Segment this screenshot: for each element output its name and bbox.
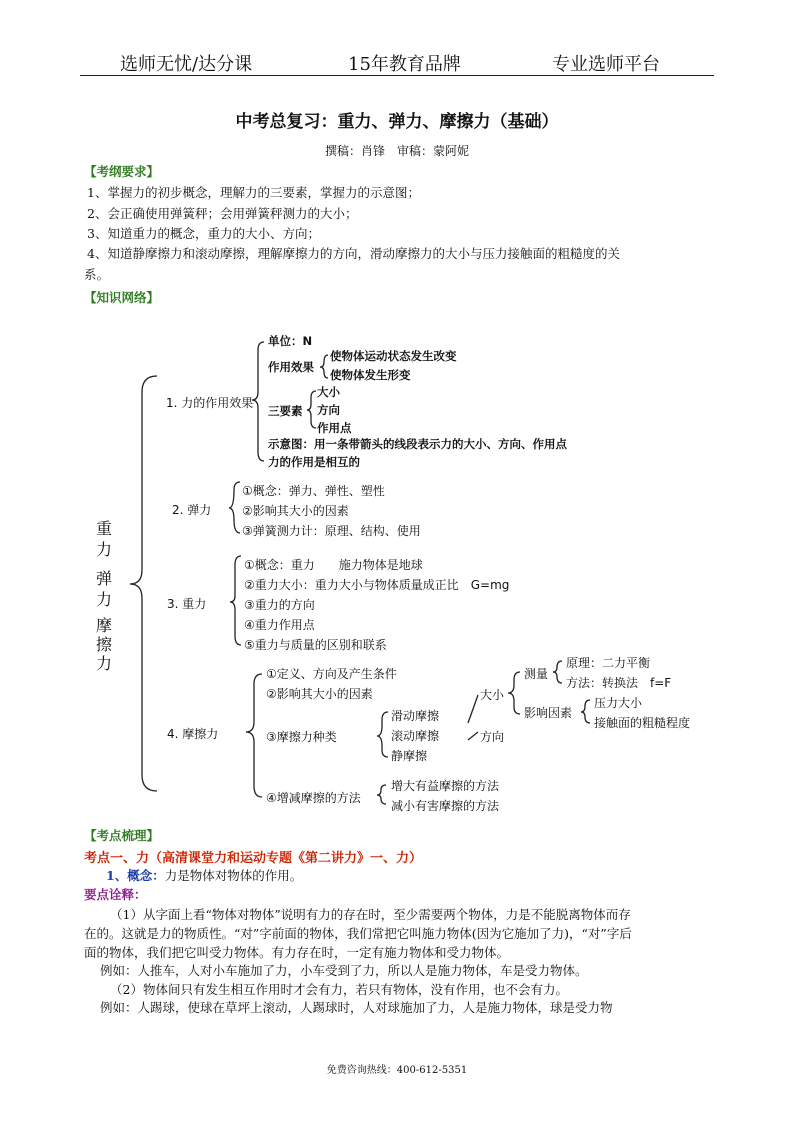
kinds-to-dir-line [468,732,478,740]
root-char-4: 力 [96,590,113,609]
document-title: 中考总复习：重力、弹力、摩擦力（基础） [235,112,559,132]
effect-brace [320,355,328,378]
root-char-6: 擦 [96,635,113,654]
gravity-item-5: ⑤重力与质量的区别和联系 [244,638,387,652]
force-unit: 单位：N [268,334,313,348]
force-effect: 作用效果 [268,360,314,374]
friction-kind-rolling: 滚动摩擦 [391,729,440,743]
measure-brace [553,661,562,683]
outline-item-4-cont: 系。 [84,267,110,282]
points-heading: 【考点梳理】 [84,828,160,843]
concept-text: 力是物体对物体的作用。 [164,868,303,883]
root-char-1: 重 [96,519,113,538]
force-effect-1: 使物体运动状态发生改变 [330,349,457,363]
elastic-item-2: ②影响其大小的因素 [242,504,349,518]
friction-label: 4. 摩擦力 [167,727,219,741]
friction-factor-pressure: 压力大小 [594,696,643,710]
footer-hotline: 免费咨询热线：400-612-5351 [326,1065,468,1076]
methods-brace [377,785,386,804]
outline-item-2: 2、会正确使用弹簧秤；会用弹簧秤测力的大小； [87,206,358,221]
network-heading: 【知识网络】 [84,290,160,305]
outline-item-3: 3、知道重力的概念，重力的大小、方向； [87,226,320,241]
outline-item-4: 4、知道静摩擦力和滚动摩擦，理解摩擦力的方向，滑动摩擦力的大小与压力接触面的粗糙度的关 [87,246,620,261]
friction-method: 方法：转换法 f=F [566,676,672,690]
friction-item-4: ④增减摩擦的方法 [266,791,361,805]
friction-factors: 影响因素 [524,706,573,720]
elastic-item-3: ③弹簧测力计：原理、结构、使用 [242,524,421,538]
note-1-line-3: 面的物体，我们把它叫受力物体。有力存在时，一定有施力物体和受力物体。 [84,945,510,960]
root-char-7: 力 [96,654,113,673]
friction-size: 大小 [480,688,505,702]
friction-decrease: 减小有害摩擦的方法 [391,799,500,813]
elastic-brace [229,482,240,533]
three-brace [307,391,316,428]
factors-brace [581,700,590,723]
force-label: 1. 力的作用效果 [166,396,254,410]
root-char-2: 力 [96,540,113,559]
gravity-item-2: ②重力大小：重力大小与物体质量成正比 G=mg [244,578,510,592]
friction-direction: 方向 [480,730,505,744]
friction-brace [246,674,262,797]
friction-principle: 原理：二力平衡 [566,656,651,670]
gravity-brace [230,556,241,645]
force-three-elements: 三要素 [268,404,303,418]
gravity-item-4: ④重力作用点 [244,618,315,632]
force-brace [252,342,264,461]
friction-increase: 增大有益摩擦的方法 [391,779,500,793]
header-right: 专业选师平台 [552,54,660,75]
note-1-line-1: （1）从字面上看“物体对物体”说明有力的存在时，至少需要两个物体，力是不能脱离物体而存 [110,907,631,922]
gravity-label: 3. 重力 [167,597,207,611]
friction-factor-roughness: 接触面的粗糙程度 [594,716,691,730]
force-mutual: 力的作用是相互的 [268,455,360,469]
outline-heading: 【考纲要求】 [84,164,160,179]
force-effect-2: 使物体发生形变 [330,368,411,382]
root-char-3: 弹 [96,569,113,588]
example-1: 例如：人推车，人对小车施加了力，小车受到了力，所以人是施力物体，车是受力物体。 [100,963,588,978]
kinds-brace [377,712,388,757]
kinds-to-size-line [468,695,478,723]
gravity-item-1: ①概念：重力 施力物体是地球 [244,558,423,572]
header-center: 15年教育品牌 [348,54,461,75]
gravity-item-3: ③重力的方向 [244,598,315,612]
concept-label: 1、概念： [106,868,165,883]
root-char-5: 摩 [96,616,113,635]
friction-item-2: ②影响其大小的因素 [266,687,373,701]
force-diagram: 示意图：用一条带箭头的线段表示力的大小、方向、作用点 [268,437,567,451]
friction-item-3: ③摩擦力种类 [266,730,337,744]
topic-heading: 考点一、力（高清课堂力和运动专题《第二讲力》一、力） [84,851,423,866]
example-2: 例如：人踢球，使球在草坪上滚动，人踢球时，人对球施加了力，人是施力物体，球是受力物 [100,1000,613,1015]
notes-label: 要点诠释： [84,887,147,902]
document-authors: 撰稿：肖锋 审稿：蒙阿妮 [324,144,469,158]
friction-kind-sliding: 滑动摩擦 [391,709,440,723]
friction-item-1: ①定义、方向及产生条件 [266,667,397,681]
friction-measure: 测量 [524,667,549,681]
note-2: （2）物体间只有发生相互作用时才会有力，若只有物体，没有作用，也不会有力。 [110,982,568,997]
elastic-label: 2. 弹力 [172,503,212,517]
root-brace [130,376,157,791]
friction-kind-static: 静摩擦 [391,749,428,763]
elastic-item-1: ①概念：弹力、弹性、塑性 [242,484,385,498]
size-brace [508,672,520,714]
force-element-size: 大小 [317,385,340,399]
header-left: 选师无忧/达分课 [120,54,253,75]
outline-item-1: 1、掌握力的初步概念，理解力的三要素，掌握力的示意图； [87,185,420,200]
note-1-line-2: 在的。这就是力的物质性。“对”字前面的物体，我们常把它叫施力物体(因为它施加了力)，“对”字后 [84,926,632,941]
force-element-point: 作用点 [317,421,352,435]
force-element-direction: 方向 [317,403,340,417]
